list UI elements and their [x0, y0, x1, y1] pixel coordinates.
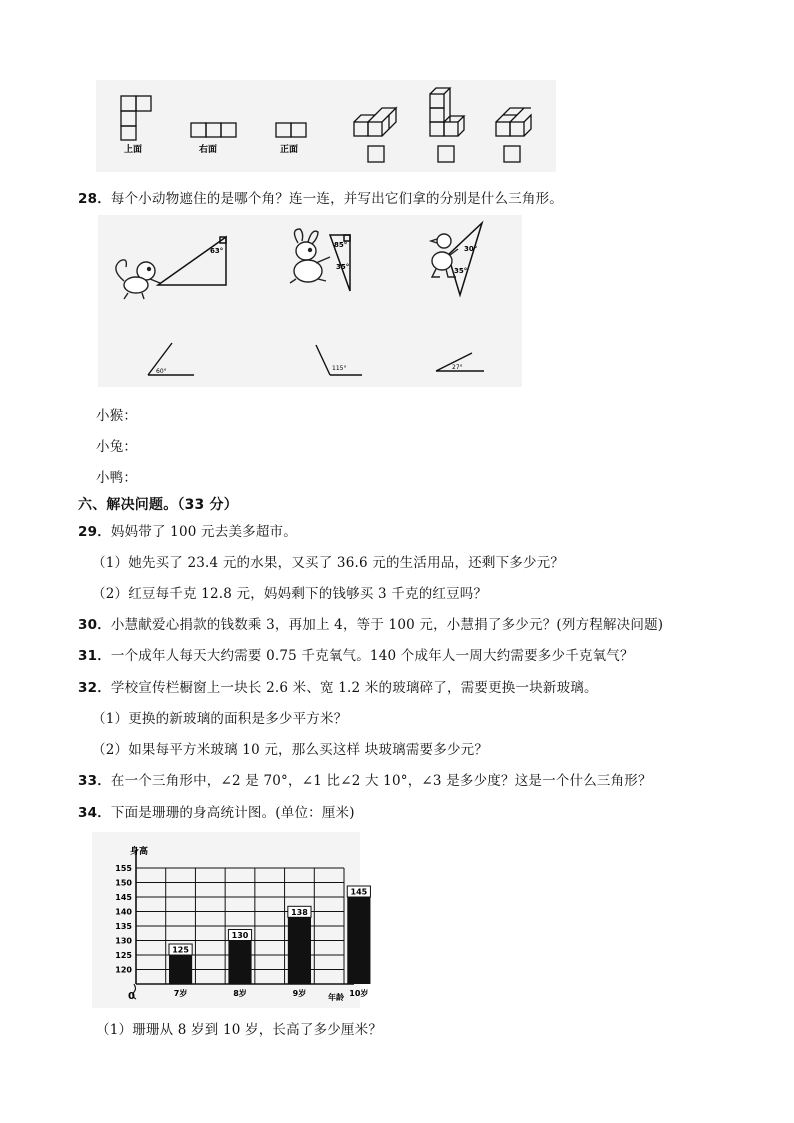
angle-label: 60°: [156, 368, 167, 375]
cube-views-figure: [96, 80, 556, 172]
chart-x-axis-label: 年龄: [328, 993, 344, 1002]
triangle-angle-label: 35°: [336, 263, 350, 271]
triangle-angle-label: 85°: [334, 241, 348, 249]
bar-value-label: 130: [231, 931, 249, 940]
question-text: 一个成年人每天大约需要 0.75 千克氧气。140 个成年人一周大约需要多少千克氧气？: [110, 648, 634, 664]
section-title: 六、解决问题。（33 分）: [78, 497, 238, 513]
triangle-angle-label: 63°: [210, 247, 224, 255]
question-31: 31．一个成年人每天大约需要 0.75 千克氧气。140 个成年人一周大约需要多少千克氧气？: [78, 648, 634, 664]
chart-origin-label: 0: [128, 991, 135, 1002]
answer-rabbit[interactable]: 小兔：: [96, 439, 138, 455]
question-29-sub2: （2）红豆每千克 12.8 元，妈妈剩下的钱够买 3 千克的红豆吗？: [92, 586, 488, 602]
bar-value-label: 125: [172, 945, 189, 955]
view-label-top: 上面: [124, 145, 143, 155]
height-bar-chart: [92, 832, 369, 1008]
x-tick-label: 8岁: [233, 989, 247, 998]
y-tick-label: 120: [115, 965, 132, 975]
question-text: 小慧献爱心捐款的钱数乘 3，再加上 4，等于 100 元，小慧捐了多少元？(列方程解决问题): [110, 617, 664, 633]
question-34: 34．下面是珊珊的身高统计图。(单位：厘米): [78, 805, 355, 821]
bar: [169, 955, 192, 984]
triangle-angle-label: 30°: [464, 245, 478, 253]
question-32-sub1: （1）更换的新玻璃的面积是多少平方米？: [92, 711, 348, 727]
question-30: 30．小慧献爱心捐款的钱数乘 3，再加上 4，等于 100 元，小慧捐了多少元？(列方程解决问题): [78, 617, 664, 633]
bar: [228, 941, 251, 985]
answer-monkey[interactable]: 小猴：: [96, 408, 138, 424]
bar-value-label: 145: [350, 887, 368, 897]
chart-y-axis-label: 身高: [130, 847, 149, 857]
question-29-sub1: （1）她先买了 23.4 元的水果，又买了 36.6 元的生活用品，还剩下多少元？: [92, 555, 565, 571]
bar-value-label: 138: [291, 907, 308, 917]
x-tick-label: 7岁: [173, 989, 188, 998]
question-33: 33．在一个三角形中，∠2 是 70°，∠1 比∠2 大 10°，∠3 是多少度？这是一个什么三角形？: [78, 773, 652, 789]
question-text: 妈妈带了 100 元去美多超市。: [110, 524, 297, 540]
question-34-sub1: （1）珊珊从 8 岁到 10 岁，长高了多少厘米？: [96, 1022, 383, 1038]
y-tick-label: 130: [115, 936, 132, 946]
y-tick-label: 135: [115, 922, 132, 931]
question-29: 29．妈妈带了 100 元去美多超市。: [78, 524, 297, 540]
question-number: 29: [78, 524, 98, 540]
question-text: 学校宣传栏橱窗上一块长 2.6 米、宽 1.2 米的玻璃碎了，需要更换一块新玻璃。: [110, 680, 598, 696]
question-32-sub2: （2）如果每平方米玻璃 10 元，那么买这样 块玻璃需要多少元？: [92, 742, 489, 758]
animal-triangles-figure: [98, 215, 522, 387]
answer-duck[interactable]: 小鸭：: [96, 470, 138, 486]
x-tick-label: 10岁: [349, 989, 369, 998]
question-number: 28: [78, 191, 98, 207]
angle-label: 27°: [452, 364, 463, 371]
question-text: 每个小动物遮住的是哪个角？连一连，并写出它们拿的分别是什么三角形。: [110, 191, 563, 207]
y-tick-label: 125: [115, 951, 132, 960]
view-label-right: 右面: [199, 145, 218, 155]
y-tick-label: 140: [115, 907, 132, 917]
question-number: 31: [78, 648, 98, 664]
view-label-front: 正面: [280, 145, 299, 155]
question-number: 34: [78, 805, 98, 821]
question-number: 33: [78, 773, 98, 789]
question-text: 在一个三角形中，∠2 是 70°，∠1 比∠2 大 10°，∠3 是多少度？这是一个什么三角形？: [110, 773, 652, 789]
question-text: 下面是珊珊的身高统计图。(单位：厘米): [110, 805, 355, 821]
y-tick-label: 150: [115, 878, 132, 888]
bar: [288, 917, 311, 984]
angle-label: 115°: [332, 365, 347, 372]
triangle-angle-label: 35°: [454, 267, 468, 275]
question-32: 32．学校宣传栏橱窗上一块长 2.6 米、宽 1.2 米的玻璃碎了，需要更换一块新玻璃。: [78, 680, 598, 696]
y-tick-label: 145: [115, 893, 132, 902]
x-tick-label: 9岁: [292, 989, 307, 998]
y-tick-label: 155: [115, 864, 132, 873]
question-28: 28．每个小动物遮住的是哪个角？连一连，并写出它们拿的分别是什么三角形。: [78, 191, 563, 207]
question-number: 30: [78, 617, 98, 633]
bar: [347, 897, 370, 984]
question-number: 32: [78, 680, 98, 696]
